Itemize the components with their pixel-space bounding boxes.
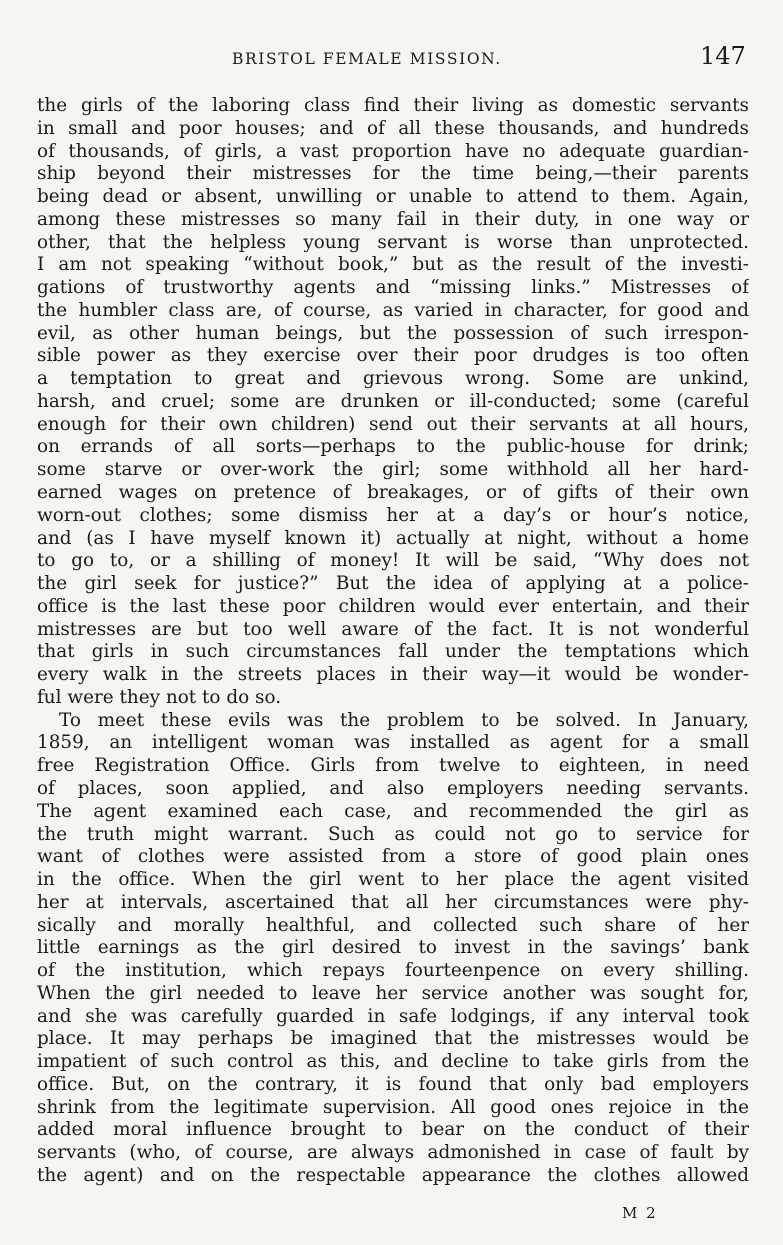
text-line: in small and poor houses; and of all these thousands, and hundreds [37, 117, 749, 139]
text-line: gations of trustworthy agents and “missing links.” Mistresses of [37, 277, 749, 299]
text-line: 1859, an intelligent woman was installed as agent for a small [37, 732, 749, 754]
text-line: place. It may perhaps be imagined that the mistresses would be [37, 1028, 749, 1050]
text-line: want of clothes were assisted from a store of good plain ones [37, 846, 749, 868]
text-line: that girls in such circumstances fall under the temptations which [37, 641, 749, 663]
text-line: evil, as other human beings, but the possession of such irrespon- [37, 322, 749, 344]
text-line: harsh, and cruel; some are drunken or ill-conducted; some (careful [37, 390, 749, 412]
text-line: sically and morally healthful, and collected such share of her [37, 914, 749, 936]
running-head [0, 42, 783, 76]
text-line: enough for their own children) send out their servants at all hours, [37, 413, 749, 435]
text-line: in the office. When the girl went to her place the agent visited [37, 869, 749, 891]
text-line: free Registration Office. Girls from twelve to eighteen, in need [37, 755, 749, 777]
text-line: other, that the helpless young servant is worse than unprotected. [37, 231, 749, 253]
text-line: earned wages on pretence of breakages, or of gifts of their own [37, 482, 749, 504]
body-text [37, 95, 749, 1188]
text-line: little earnings as the girl desired to invest in the savings’ bank [37, 937, 749, 959]
text-line: the humbler class are, of course, as varied in character, for good and [37, 299, 749, 321]
text-line: ship beyond their mistresses for the time being,—their parents [37, 163, 749, 185]
text-line: the girl seek for justice?” But the idea of applying at a police- [37, 573, 749, 595]
text-line: mistresses are but too well aware of the fact. It is not wonderful [37, 618, 749, 640]
text-line: of thousands, of girls, a vast proportion have no adequate guardian- [37, 140, 749, 162]
text-line: worn-out clothes; some dismiss her at a day’s or hour’s notice, [37, 504, 749, 526]
text-line: among these mistresses so many fail in their duty, in one way or [37, 208, 749, 230]
text-line: sible power as they exercise over their poor drudges is too often [37, 345, 749, 367]
running-title: BRISTOL FEMALE MISSION. [232, 50, 502, 68]
text-line: to go to, or a shilling of money! It will be said, “Why does not [37, 550, 749, 572]
text-line: and (as I have myself known it) actually at night, without a home [37, 527, 749, 549]
text-line: shrink from the legitimate supervision. All good ones rejoice in the [37, 1096, 749, 1118]
text-line: a temptation to great and grievous wrong. Some are unkind, [37, 368, 749, 390]
text-line: of places, soon applied, and also employers needing servants. [37, 777, 749, 799]
text-line: being dead or absent, unwilling or unable to attend to them. Again, [37, 186, 749, 208]
text-line: some starve or over-work the girl; some withhold all her hard- [37, 459, 749, 481]
text-line: added moral influence brought to bear on the conduct of their [37, 1119, 749, 1141]
text-line: I am not speaking “without book,” but as the result of the investi- [37, 254, 749, 276]
text-line: and she was carefully guarded in safe lodgings, if any interval took [37, 1005, 749, 1027]
page-number: 147 [700, 42, 746, 70]
text-line: the girls of the laboring class find their living as domestic servants [37, 95, 749, 116]
text-line: When the girl needed to leave her service another was sought for, [37, 982, 749, 1004]
text-line: the agent) and on the respectable appearance the clothes allowed [37, 1164, 749, 1186]
text-line: office. But, on the contrary, it is found that only bad employers [37, 1073, 749, 1095]
text-line: of the institution, which repays fourteenpence on every shilling. [37, 960, 749, 982]
text-line: servants (who, of course, are always admonished in case of fault by [37, 1142, 749, 1164]
text-line: The agent examined each case, and recommended the girl as [37, 800, 749, 822]
text-line: impatient of such control as this, and decline to take girls from the [37, 1051, 749, 1073]
text-line: her at intervals, ascertained that all her circumstances were phy- [37, 891, 749, 913]
signature-mark: M 2 [622, 1204, 658, 1222]
text-line: on errands of all sorts—perhaps to the public-house for drink; [37, 436, 749, 458]
paragraph-start-line: To meet these evils was the problem to be solved. In January, [59, 709, 749, 731]
text-line: every walk in the streets places in their way—it would be wonder- [37, 664, 749, 686]
text-line: the truth might warrant. Such as could not go to service for [37, 823, 749, 845]
paragraph-end-line: ful were they not to do so. [37, 686, 282, 708]
text-line: office is the last these poor children would ever entertain, and their [37, 595, 749, 617]
